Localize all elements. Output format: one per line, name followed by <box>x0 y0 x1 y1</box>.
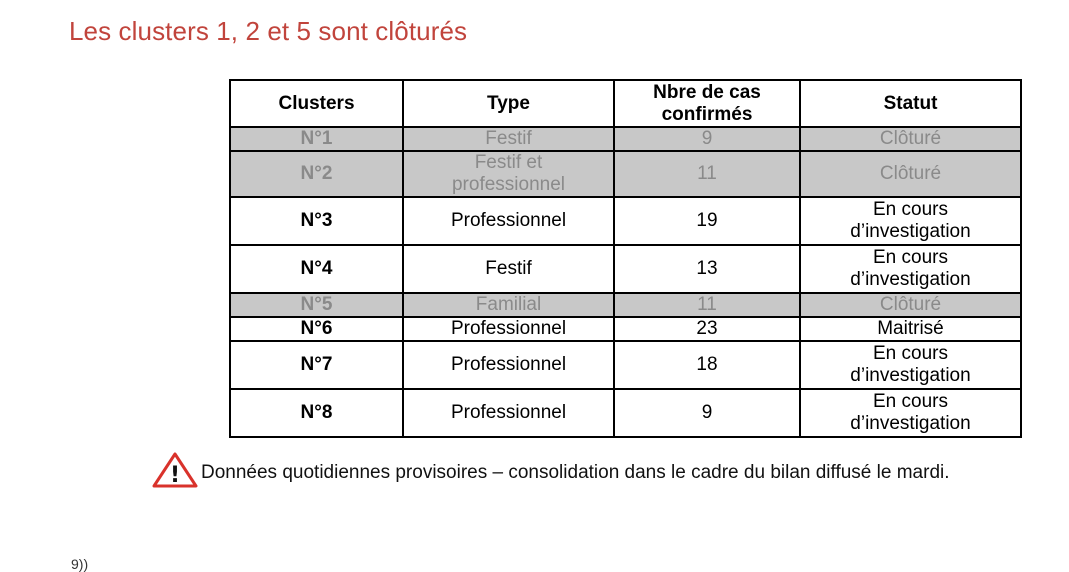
cell-status <box>800 197 1021 245</box>
table-row <box>230 197 1021 245</box>
cell-type: Festif <box>403 127 614 151</box>
header-status: Statut <box>800 80 1021 127</box>
cell-cases: 18 <box>614 341 800 389</box>
cell-status-line2: d’investigation <box>850 413 971 434</box>
table-row <box>230 317 1021 341</box>
cell-status <box>800 245 1021 293</box>
header-cases <box>614 80 800 127</box>
page-title: Les clusters 1, 2 et 5 sont clôturés <box>69 16 468 46</box>
cell-cases: 13 <box>614 245 800 293</box>
cell-status: Clôturé <box>800 151 1021 197</box>
clusters-table <box>229 79 1022 438</box>
cell-status-line2: d’investigation <box>850 221 971 242</box>
cell-status <box>800 389 1021 437</box>
cell-type: Festif <box>403 245 614 293</box>
cell-status-line1: En cours <box>873 247 948 268</box>
cell-cluster: N°3 <box>230 197 403 245</box>
cell-cases: 11 <box>614 151 800 197</box>
cell-status: Maitrisé <box>800 317 1021 341</box>
cell-type: Professionnel <box>403 389 614 437</box>
cell-status-line2: d’investigation <box>850 365 971 386</box>
cell-cluster: N°6 <box>230 317 403 341</box>
warning-triangle-icon <box>151 451 199 489</box>
note-text: Données quotidiennes provisoires – consolidation dans le cadre du bilan diffusé le mardi. <box>201 462 950 483</box>
cell-type <box>403 151 614 197</box>
cell-cases: 9 <box>614 389 800 437</box>
header-clusters: Clusters <box>230 80 403 127</box>
cell-type: Professionnel <box>403 197 614 245</box>
table-header-row <box>230 80 1021 127</box>
cell-status-line1: En cours <box>873 343 948 364</box>
table-row <box>230 151 1021 197</box>
cell-status: Clôturé <box>800 293 1021 317</box>
table-row <box>230 389 1021 437</box>
provisional-data-note <box>151 451 950 489</box>
cell-type-line1: Festif et <box>474 152 543 173</box>
table-row <box>230 341 1021 389</box>
footer-fragment: 9)) <box>71 556 89 572</box>
cell-status-line2: d’investigation <box>850 269 971 290</box>
cell-cases: 11 <box>614 293 800 317</box>
cell-status-line1: En cours <box>873 199 948 220</box>
cell-cluster: N°8 <box>230 389 403 437</box>
cell-cluster: N°2 <box>230 151 403 197</box>
cell-cases: 23 <box>614 317 800 341</box>
header-type: Type <box>403 80 614 127</box>
cell-cases: 9 <box>614 127 800 151</box>
warning-glyph: ! <box>169 463 181 488</box>
cell-status <box>800 341 1021 389</box>
cell-status: Clôturé <box>800 127 1021 151</box>
header-cases-line1: Nbre de cas <box>653 81 761 103</box>
cell-cluster: N°4 <box>230 245 403 293</box>
cell-cluster: N°1 <box>230 127 403 151</box>
table-row <box>230 293 1021 317</box>
cell-type: Familial <box>403 293 614 317</box>
cell-type-line2: professionnel <box>451 174 566 195</box>
cell-type: Professionnel <box>403 317 614 341</box>
table-row <box>230 245 1021 293</box>
table-row <box>230 127 1021 151</box>
cell-status-line1: En cours <box>873 391 948 412</box>
header-cases-line2: confirmés <box>661 103 753 125</box>
cell-cluster: N°7 <box>230 341 403 389</box>
cell-cluster: N°5 <box>230 293 403 317</box>
cell-cases: 19 <box>614 197 800 245</box>
cell-type: Professionnel <box>403 341 614 389</box>
